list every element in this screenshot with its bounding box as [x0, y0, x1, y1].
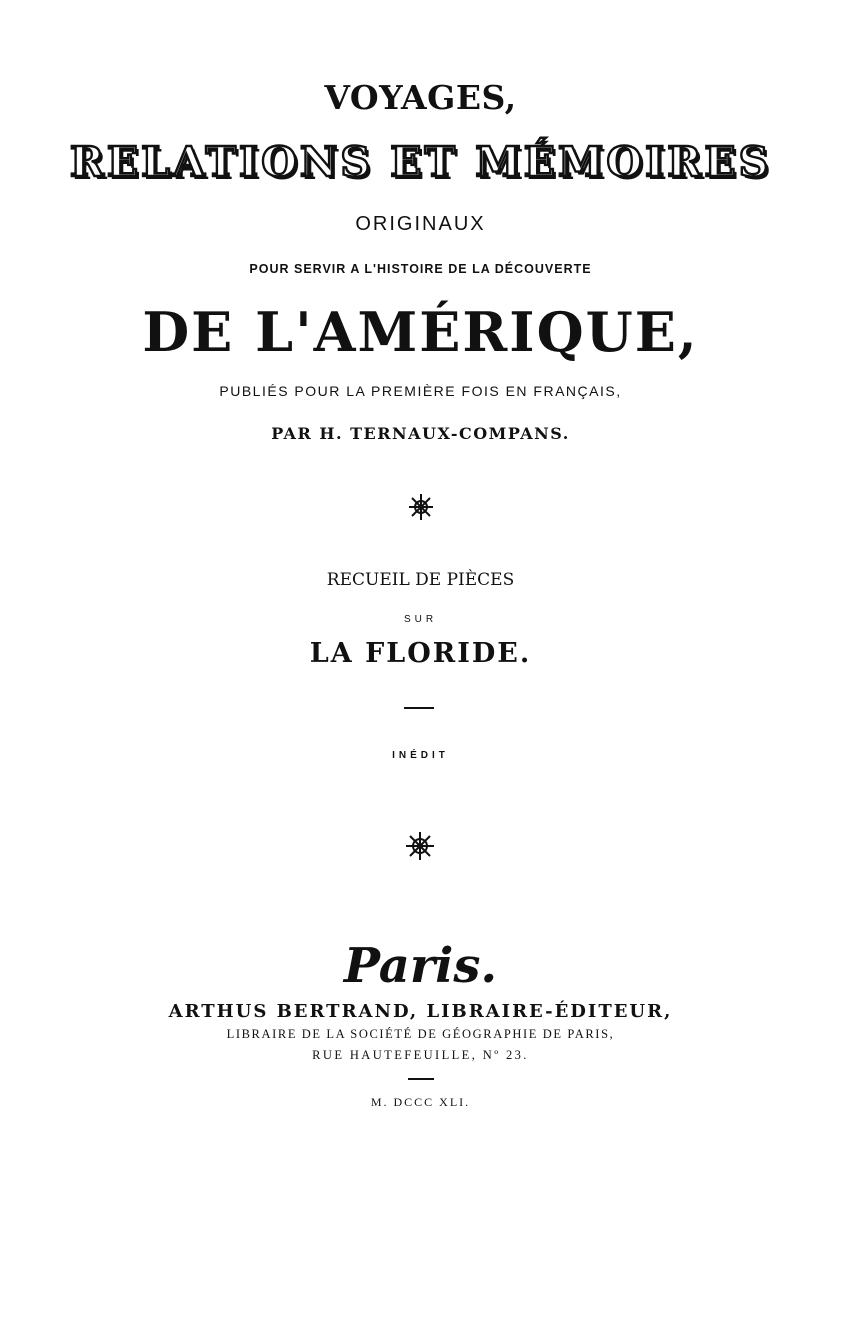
divider-rule [404, 707, 434, 709]
collection-title: RECUEIL DE PIÈCES [326, 570, 515, 590]
title-relations: RELATIONS ET MÉMOIRES [69, 138, 772, 186]
title-voyages: VOYAGES, [324, 78, 517, 117]
inedit-note: INÉDIT [392, 750, 449, 761]
imprint-city: Paris. [343, 938, 498, 994]
author-line: PAR H. TERNAUX-COMPANS. [271, 424, 570, 443]
subtitle-purpose: POUR SERVIR A L'HISTOIRE DE LA DÉCOUVERTE [249, 262, 592, 276]
collection-sur: SUR [403, 614, 438, 625]
collection-floride: LA FLORIDE. [309, 638, 532, 669]
title-amerique: DE L'AMÉRIQUE, [142, 300, 699, 364]
fleuron-ornament-icon [408, 493, 434, 521]
title-originaux: ORIGINAUX [355, 213, 486, 235]
subtitle-publies: PUBLIÉS POUR LA PREMIÈRE FOIS EN FRANÇAIS, [219, 383, 622, 399]
imprint-publisher: ARTHUS BERTRAND, LIBRAIRE-ÉDITEUR, [168, 1001, 673, 1022]
imprint-society: LIBRAIRE DE LA SOCIÉTÉ DE GÉOGRAPHIE DE PARIS, [226, 1027, 615, 1041]
imprint-address: RUE HAUTEFEUILLE, Nº 23. [312, 1048, 529, 1062]
divider-rule [408, 1078, 434, 1080]
imprint-date: M. DCCC XLI. [370, 1095, 471, 1109]
fleuron-ornament-icon [404, 830, 436, 862]
